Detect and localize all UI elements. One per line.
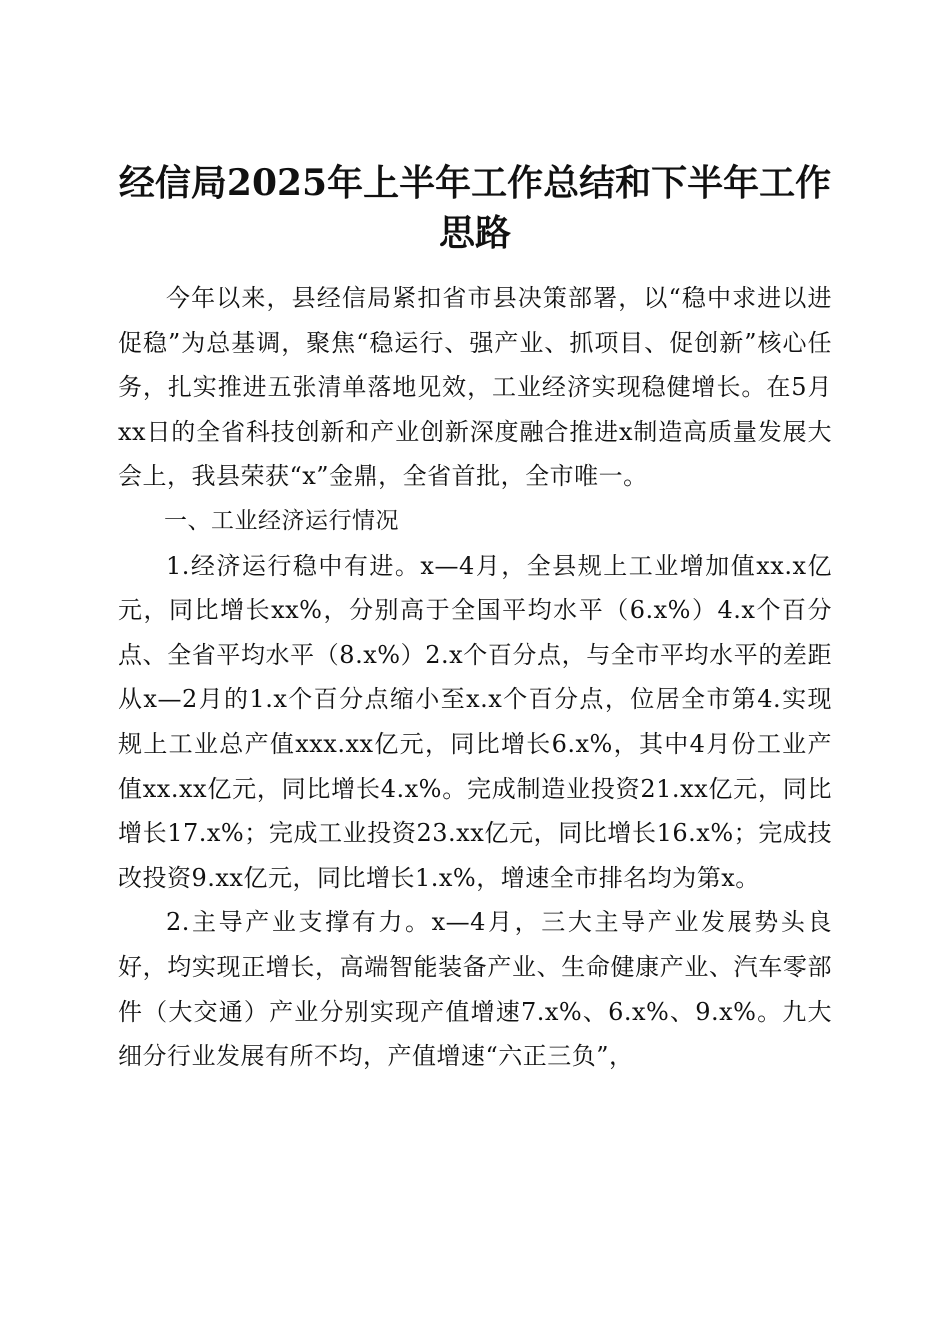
document-title (80, 158, 870, 258)
paragraph-item-1: 1.经济运行稳中有进。x—4月，全县规上工业增加值xx.x亿元，同比增长xx%，分别高于全国平均水平（6.x%）4.x个百分点、全省平均水平（8.x%）2.x个百分点，与全市平均水平的差距从x—2月的1.x个百分点缩小至x.x个百分点，位居全市第4.实现规上工业总产值xxx.xx亿元，同比增长6.x%，其中4月份工业产值xx.xx亿元，同比增长4.x%。完成制造业投资21.xx亿元，同比增长17.x%；完成工业投资23.xx亿元，同比增长16.x%；完成技改投资9.xx亿元，同比增长1.x%，增速全市排名均为第x。 (118, 551, 832, 892)
paragraph-item-2: 2.主导产业支撑有力。x—4月，三大主导产业发展势头良好，均实现正增长，高端智能装备产业、生命健康产业、汽车零部件（大交通）产业分别实现产值增速7.x%、6.x%、9.x%。九大细分行业发展有所不均，产值增速“六正三负”， (118, 908, 832, 1071)
section-heading-1: 一、工业经济运行情况 (164, 507, 399, 534)
intro-paragraph: 今年以来，县经信局紧扣省市县决策部署，以“稳中求进以进促稳”为总基调，聚焦“稳运行、强产业、抓项目、促创新”核心任务，扎实推进五张清单落地见效，工业经济实现稳健增长。在5月xx日的全省科技创新和产业创新深度融合推进x制造高质量发展大会上，我县荣获“x”金鼎，全省首批，全市唯一。 (118, 284, 832, 491)
title-line-1: 经信局2025年上半年工作总结和下半年工作 (118, 162, 832, 205)
title-line-2: 思路 (438, 212, 511, 255)
document-body (118, 276, 832, 1079)
